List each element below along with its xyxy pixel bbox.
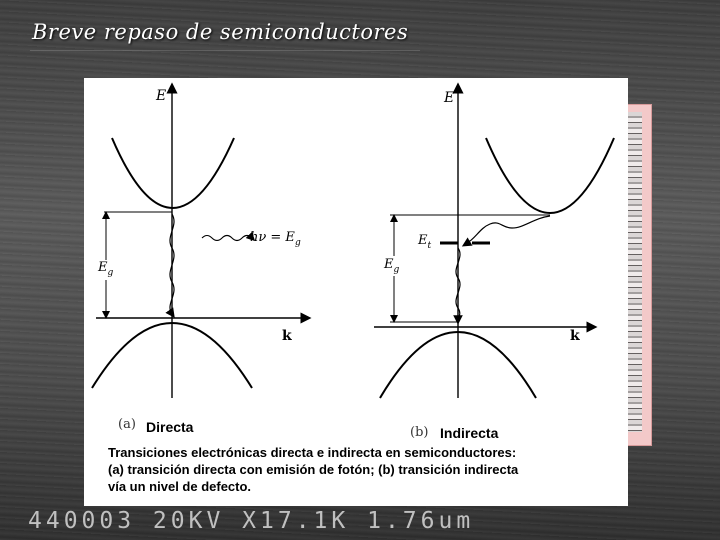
- title-divider: [30, 50, 420, 51]
- panel-a-energy-label: E: [156, 88, 167, 104]
- panel-b-gap-label: $E_g$: [384, 257, 400, 275]
- panel-b-trap-label: $E_t$: [418, 233, 432, 251]
- caption-line: vía un nivel de defecto.: [108, 479, 252, 494]
- panel-b-name: Indirecta: [440, 425, 499, 441]
- panel-a-transition-arrow: [170, 214, 174, 314]
- slide-title: Breve repaso de semiconductores: [32, 20, 409, 44]
- panel-b-capture-path: [466, 216, 550, 244]
- panel-a-tag: (a): [118, 417, 136, 432]
- panel-label-spacer: [234, 408, 364, 438]
- panel-a-photon-wave: [202, 236, 252, 241]
- panel-a-name: Directa: [146, 419, 194, 435]
- panel-a-conduction-band: [112, 138, 234, 208]
- micrograph-strip: [626, 112, 642, 432]
- figure-caption: [108, 444, 578, 495]
- micrograph-scale-text: 440003 20KV X17.1K 1.76um: [28, 508, 475, 534]
- panel-b-tag: (b): [410, 425, 429, 440]
- panel-b-k-label: k: [570, 328, 580, 344]
- panel-a-gap-label: $E_g$: [98, 260, 114, 278]
- panel-b-indirect: [374, 88, 614, 398]
- panel-a-photon-label: $h\nu = E_g$: [250, 230, 301, 248]
- band-diagram-figure: [84, 78, 628, 506]
- caption-line: Transiciones electrónicas directa e indirecta en semiconductores:: [108, 445, 517, 460]
- panel-a-direct: [92, 88, 306, 398]
- panel-a-k-label: k: [282, 328, 292, 344]
- panel-b-conduction-band: [486, 138, 614, 213]
- panel-b-energy-label: E: [444, 90, 455, 106]
- caption-line: (a) transición directa con emisión de fotón; (b) transición indirecta: [108, 462, 519, 477]
